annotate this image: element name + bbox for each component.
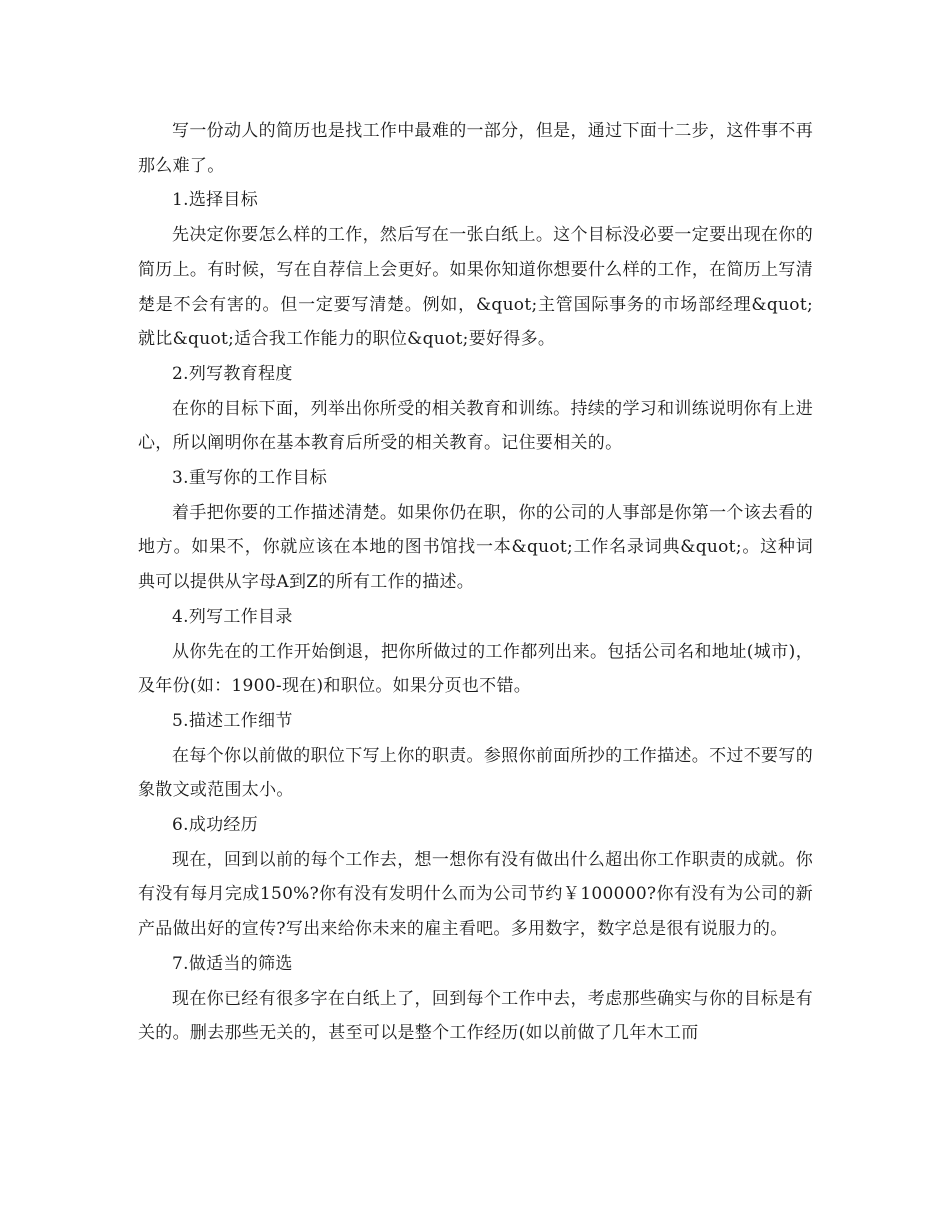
section-paragraph-6: 现在，回到以前的每个工作去，想一想你有没有做出什么超出你工作职责的成就。你有没有每月完成150%?你有没有发明什么而为公司节约￥100000?你有没有为公司的新产品做出好的宣传?写出来给你未来的雇主看吧。多用数字，数字总是很有说服力的。 <box>138 849 813 940</box>
section-paragraph-1: 先决定你要怎么样的工作，然后写在一张白纸上。这个目标没必要一定要出现在你的简历上。有时候，写在自荐信上会更好。如果你知道你想要什么样的工作，在简历上写清楚是不会有害的。但一定要写清楚。例如，&quot;主管国际事务的市场部经理&quot;就比&quot;适合我工作能力的职位&quot;要好得多。 <box>138 225 813 350</box>
section-heading-5: 5.描述工作细节 <box>172 710 293 731</box>
section-heading-6: 6.成功经历 <box>172 815 259 836</box>
section-heading-7: 7.做适当的筛选 <box>172 953 293 974</box>
intro-paragraph: 写一份动人的简历也是找工作中最难的一部分，但是，通过下面十二步，这件事不再那么难了。 <box>138 121 813 176</box>
section-heading-4: 4.列写工作目录 <box>172 606 293 627</box>
document-body <box>138 114 813 1051</box>
section-paragraph-2: 在你的目标下面，列举出你所受的相关教育和训练。持续的学习和训练说明你有上进心，所以阐明你在基本教育后所受的相关教育。记住要相关的。 <box>138 398 813 454</box>
section-paragraph-3: 着手把你要的工作描述清楚。如果你仍在职，你的公司的人事部是你第一个该去看的地方。如果不，你就应该在本地的图书馆找一本&quot;工作名录词典&quot;。这种词典可以提供从字母A到Z的所有工作的描述。 <box>138 502 813 593</box>
section-paragraph-7: 现在你已经有很多字在白纸上了，回到每个工作中去，考虑那些确实与你的目标是有关的。删去那些无关的，甚至可以是整个工作经历(如以前做了几年木工而 <box>138 988 813 1044</box>
section-heading-1: 1.选择目标 <box>172 190 259 211</box>
section-paragraph-5: 在每个你以前做的职位下写上你的职责。参照你前面所抄的工作描述。不过不要写的象散文或范围太小。 <box>138 745 813 801</box>
section-paragraph-4: 从你先在的工作开始倒退，把你所做过的工作都列出来。包括公司名和地址(城市)，及年份(如：1900-现在)和职位。如果分页也不错。 <box>138 641 813 697</box>
section-heading-3: 3.重写你的工作目标 <box>172 468 328 489</box>
section-heading-2: 2.列写教育程度 <box>172 363 293 384</box>
